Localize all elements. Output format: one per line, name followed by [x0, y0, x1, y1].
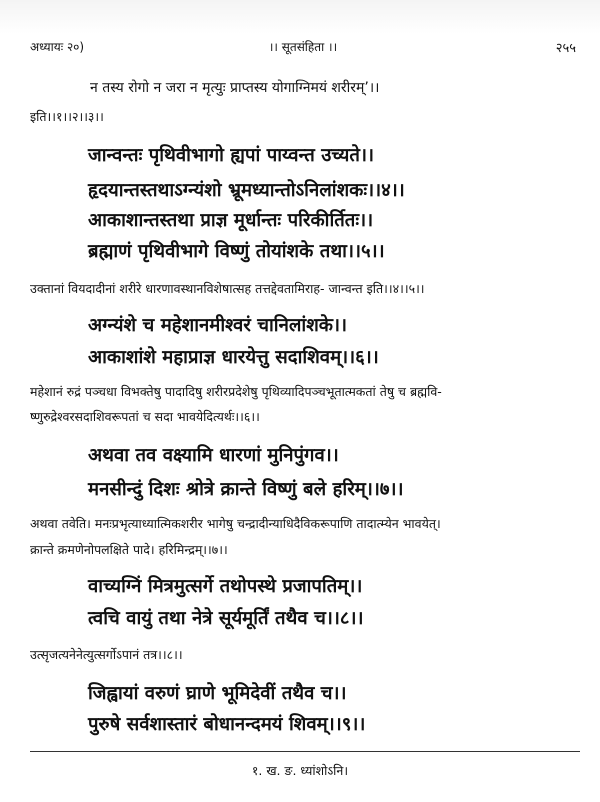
verse-line: त्वचि वायुं तथा नेत्रे सूर्यमूर्तिं तथैव च।।८।। [88, 608, 364, 629]
verse-line: आकाशांशे महाप्राज्ञ धारयेत्तु सदाशिवम्।।६।। [88, 347, 379, 368]
verse-line: जिह्वायां वरुणं घ्राणे भूमिदेवीं तथैव च।। [88, 683, 347, 704]
commentary-line: क्रान्ते क्रमणेनोपलक्षिते पादे। हरिमिन्द्रम्।।७।। [30, 542, 228, 557]
footnote-divider [30, 751, 580, 752]
verse-line: ब्रह्माणं पृथिवीभागे विष्णुं तोयांशके तथा।।५।। [88, 241, 385, 262]
verse-line: अग्न्यंशे च महेशानमीश्वरं चानिलांशके।। [88, 315, 348, 336]
verse-line: अथवा तव वक्ष्यामि धारणां मुनिपुंगव।। [88, 445, 339, 466]
verse-line: हृदयान्तस्तथाऽग्न्यंशो भ्रूमध्यान्तोऽनिलांशकः।।४।। [88, 180, 405, 201]
chapter-label: अध्यायः २०) [30, 40, 85, 54]
verse-line: जान्वन्तः पृथिवीभागो ह्यपां पाय्वन्त उच्यते।। [88, 145, 374, 166]
quote-line: न तस्य रोगो न जरा न मृत्युः प्राप्तस्य योगाग्निमयं शरीरम्’।। [90, 80, 380, 96]
verse-line: वाच्यग्निं मित्रमुत्सर्गे तथोपस्थे प्रजापतिम्।। [88, 576, 363, 597]
commentary-line: अथवा तवेति। मनःप्रभृत्याध्यात्मिकशरीर भागेषु चन्द्रादीन्याधिदैविकरूपाणि तादात्म्येन भावयेत्। [30, 516, 441, 531]
verse-line: पुरुषे सर्वशास्तारं बोधानन्दमयं शिवम्।।९।। [88, 714, 366, 735]
verse-line: मनसीन्दुं दिशः श्रोत्रे क्रान्ते विष्णुं बले हरिम्।।७।। [88, 479, 404, 500]
footnote: १. ख. ङ. ध्यांशोऽनि। [251, 763, 349, 778]
commentary-line: उत्सृजत्यनेनेत्युत्सर्गोऽपानं तत्र।।८।। [30, 647, 183, 662]
commentary-line: ष्णुरुद्रेश्वरसदाशिवरूपतां च सदा भावयेदित्यर्थः।।६।। [30, 409, 260, 424]
running-header [30, 38, 576, 58]
page-number: २५५ [555, 41, 576, 56]
commentary-line: इति।।१।।२।।३।। [30, 109, 104, 124]
commentary-line: उक्तानां वियदादीनां शरीरे धारणावस्थानविशेषात्सह तत्तद्देवतामिराह- जान्वन्त इति।।४।।५।। [30, 281, 425, 296]
verse-line: आकाशान्तस्तथा प्राज्ञ मूर्धान्तः परिकीर्तितः।। [88, 210, 374, 231]
page-top-shadow [0, 0, 600, 34]
commentary-line: महेशानं रुद्रं पञ्चधा विभक्तेषु पादादिषु शरीरप्रदेशेषु पृथिव्यादिपञ्चभूतात्मकतां तेषु च ब्रह्मवि- [30, 384, 442, 399]
book-title: ।। सूतसंहिता ।। [268, 40, 338, 54]
